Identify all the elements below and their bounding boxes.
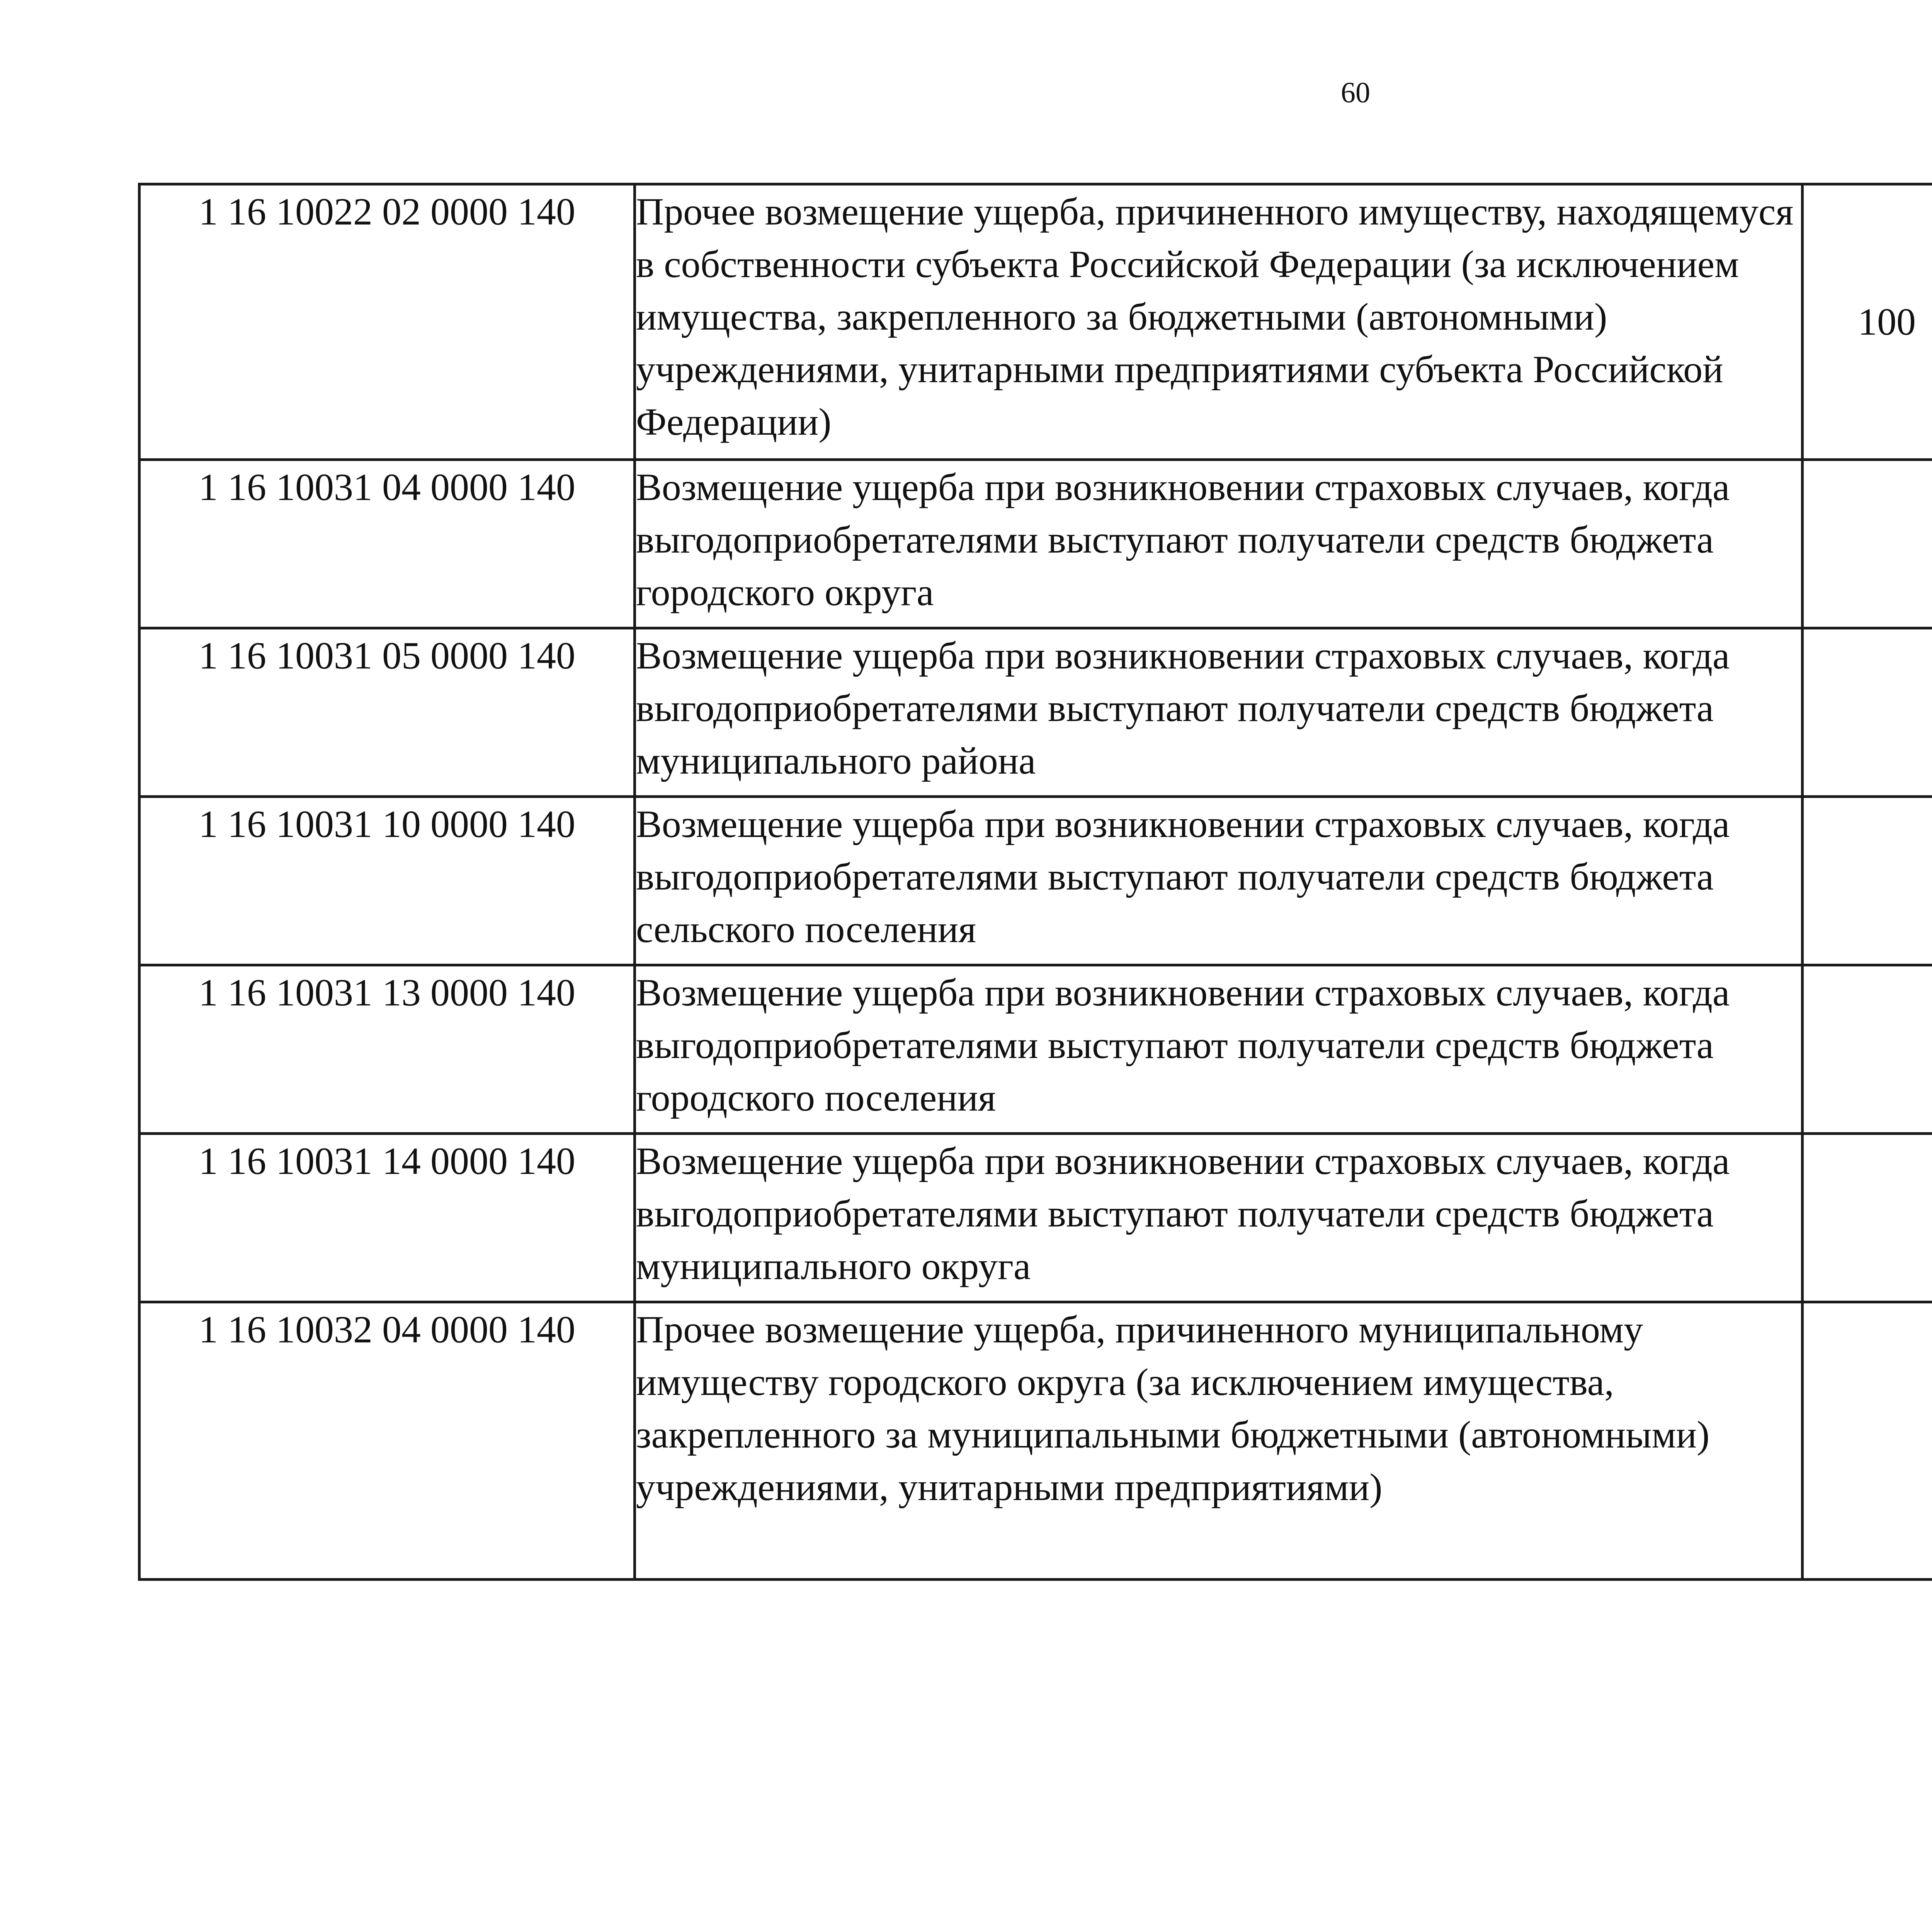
table-row — [139, 965, 1932, 1134]
budget-classification-code: 1 16 10022 02 0000 140 — [139, 184, 635, 460]
revenue-description: Возмещение ущерба при возникновении страховых случаев, когда выгодоприобретателями выступают получатели средств бюджета городского округа — [635, 460, 1803, 628]
table-row — [139, 628, 1932, 797]
revenue-description: Возмещение ущерба при возникновении страховых случаев, когда выгодоприобретателями выступают получатели средств бюджета муниципального округа — [635, 1134, 1803, 1302]
table-row — [139, 184, 1932, 460]
revenue-description: Возмещение ущерба при возникновении страховых случаев, когда выгодоприобретателями выступают получатели средств бюджета городского поселения — [635, 965, 1803, 1134]
norm-value-col-1 — [1803, 628, 1932, 797]
revenue-description: Возмещение ущерба при возникновении страховых случаев, когда выгодоприобретателями выступают получатели средств бюджета сельского поселения — [635, 797, 1803, 965]
table-row — [139, 797, 1932, 965]
revenue-distribution-table — [138, 183, 1932, 1581]
norm-value-col-1 — [1803, 797, 1932, 965]
norm-value-col-1: 100 — [1803, 184, 1932, 460]
budget-classification-code: 1 16 10031 05 0000 140 — [139, 628, 635, 797]
norm-value-col-1 — [1803, 1134, 1932, 1302]
table-row — [139, 460, 1932, 628]
budget-classification-code: 1 16 10031 10 0000 140 — [139, 797, 635, 965]
norm-value-col-1 — [1803, 460, 1932, 628]
budget-classification-code: 1 16 10031 13 0000 140 — [139, 965, 635, 1134]
revenue-description: Прочее возмещение ущерба, причиненного имуществу, находящемуся в собственности субъекта Российской Федерации (за исключением имущества, закрепленного за бюджетными (автономными) учреждениями, унитарными предприятиями субъекта Российской Федерации) — [635, 184, 1803, 460]
table-row — [139, 1302, 1932, 1580]
norm-value-col-1 — [1803, 965, 1932, 1134]
budget-classification-code: 1 16 10031 04 0000 140 — [139, 460, 635, 628]
page-number: 60 — [1341, 77, 1370, 109]
table-row — [139, 1134, 1932, 1302]
revenue-description: Возмещение ущерба при возникновении страховых случаев, когда выгодоприобретателями выступают получатели средств бюджета муниципального района — [635, 628, 1803, 797]
norm-value-col-1 — [1803, 1302, 1932, 1580]
budget-classification-code: 1 16 10032 04 0000 140 — [139, 1302, 635, 1580]
budget-classification-code: 1 16 10031 14 0000 140 — [139, 1134, 635, 1302]
revenue-description: Прочее возмещение ущерба, причиненного муниципальному имуществу городского округа (за исключением имущества, закрепленного за муниципальными бюджетными (автономными) учреждениями, унитарными предприятиями) — [635, 1302, 1803, 1580]
